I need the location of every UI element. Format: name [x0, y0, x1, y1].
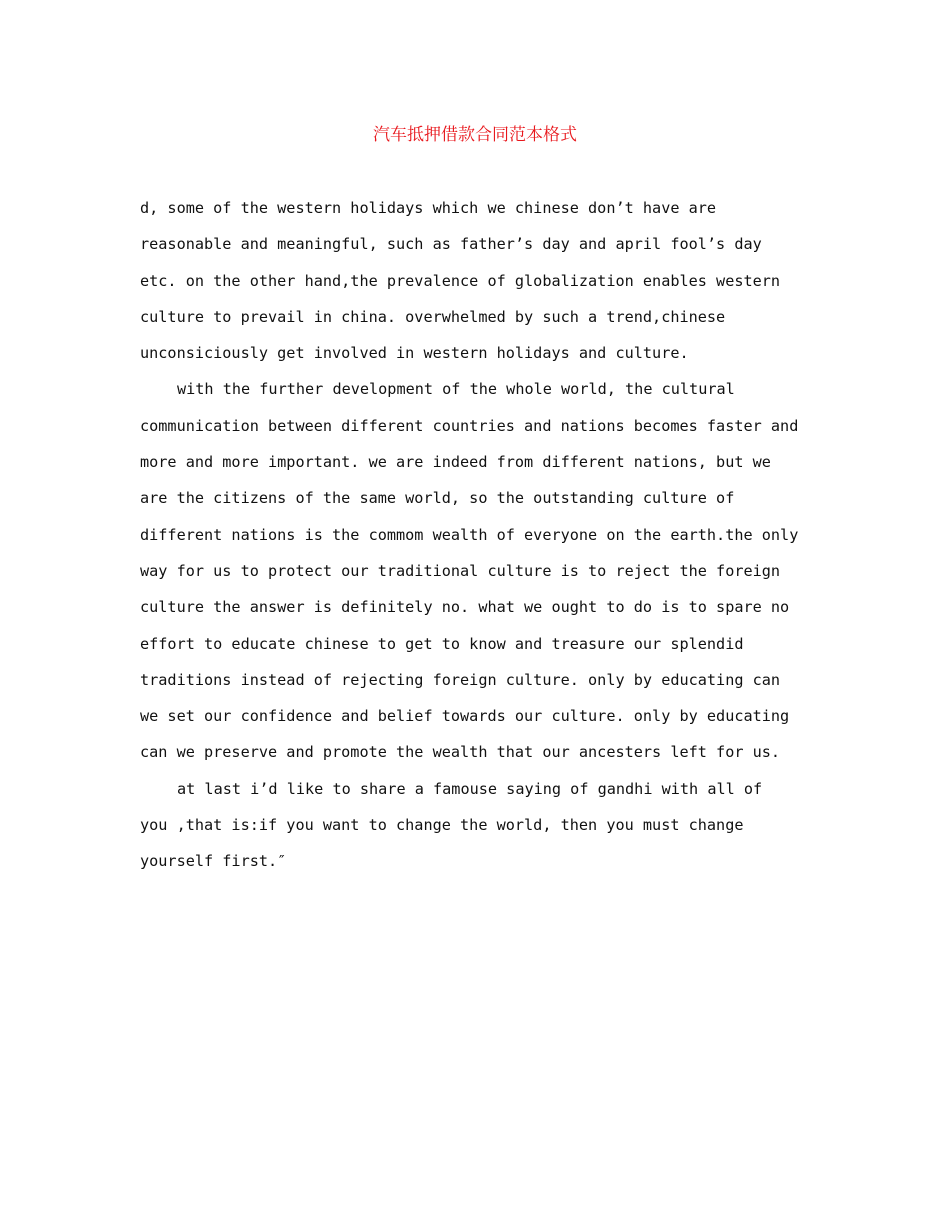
body-line: effort to educate chinese to get to know and treasure our splendid — [140, 634, 744, 653]
body-line: traditions instead of rejecting foreign culture. only by educating can — [140, 670, 781, 689]
body-line: etc. on the other hand,the prevalence of globalization enables western — [140, 271, 781, 290]
body-line: reasonable and meaningful, such as father’s day and april fool’s day — [140, 235, 762, 254]
body-line: more and more important. we are indeed from different nations, but we — [140, 453, 771, 472]
body-line: d, some of the western holidays which we chinese don’t have are — [140, 199, 717, 217]
paragraph-start-line: at last i’d like to share a famouse saying of gandhi with all of — [177, 779, 763, 798]
body-line: different nations is the commom wealth of everyone on the earth.the only — [140, 525, 799, 544]
body-line: communication between different countries and nations becomes faster and — [140, 416, 799, 435]
document-title: 汽车抵押借款合同范本格式 — [373, 125, 577, 145]
body-line: culture to prevail in china. overwhelmed by such a trend,chinese — [140, 307, 726, 326]
document-body — [140, 190, 820, 880]
body-line: unconsiciously get involved in western holidays and culture. — [140, 344, 689, 363]
body-line: we set our confidence and belief towards our culture. only by educating — [140, 707, 790, 726]
body-line: you ,that is:if you want to change the world, then you must change — [140, 816, 744, 835]
body-line: culture the answer is definitely no. what we ought to do is to spare no — [140, 598, 790, 617]
body-line: way for us to protect our traditional culture is to reject the foreign — [140, 561, 781, 580]
body-line: yourself first.″ — [140, 852, 287, 871]
paragraph-start-line: with the further development of the whole world, the cultural — [177, 380, 735, 399]
body-line: can we preserve and promote the wealth that our ancesters left for us. — [140, 743, 781, 762]
body-line: are the citizens of the same world, so the outstanding culture of — [140, 489, 735, 508]
